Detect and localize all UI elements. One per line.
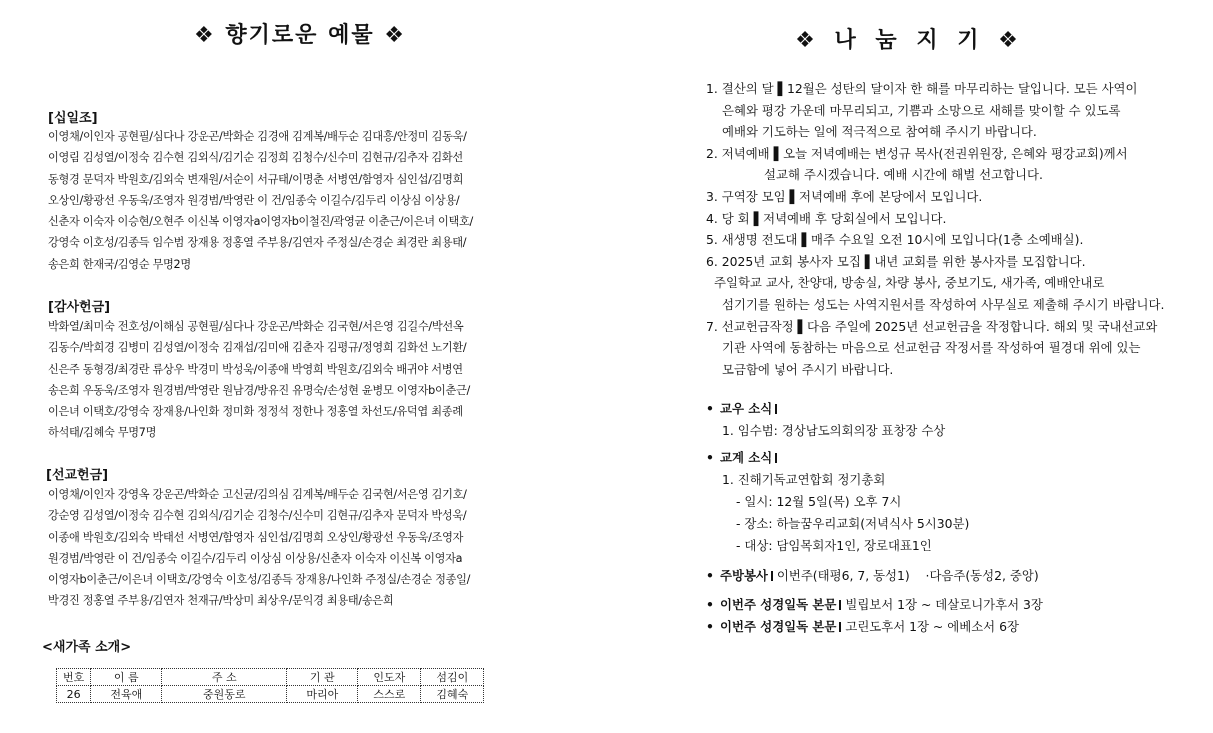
notice-line: 모금함에 넣어 주시기 바랍니다. (722, 361, 894, 377)
member-news (706, 398, 1206, 442)
member-news-item: 1. 임수범: 경상남도의회의장 표창장 수상 (722, 423, 946, 438)
church-news (706, 447, 1206, 557)
notice-line: 5. 새생명 전도대 ▌매주 수요일 오전 10시에 모입니다(1층 소예배실). (706, 232, 1084, 248)
announcements-title: ❖ 나 눔 지 기 ❖ (795, 28, 1024, 53)
reading-text: 고린도후서 1장 ~ 에베소서 6장 (845, 619, 1019, 634)
thanks-names (48, 316, 478, 444)
tithe-heading: [십일조] (48, 111, 98, 126)
kitchen-text: 이번주(태평6, 7, 동성1) ·다음주(동성2, 중앙) (776, 568, 1039, 583)
col-header: 번호 (57, 669, 91, 686)
new-family-heading: <새가족 소개> (42, 640, 132, 655)
table-cell: 26 (57, 686, 91, 703)
tithe-line: 송은희 한재국/김영순 무명2명 (48, 257, 191, 271)
announcements-column (606, 0, 1213, 733)
table-cell: 중원동로 (162, 686, 287, 703)
kitchen-service (706, 565, 1206, 587)
notice-line: 섬기기를 원하는 성도는 사역지원서를 작성하여 사무실로 제출해 주시기 바랍니다. (722, 296, 1165, 312)
notice-line: 1. 결산의 달 ▌12월은 성탄의 달이자 한 해를 마무리하는 달입니다. 모든 사역이 (706, 81, 1138, 96)
bullet-icon: • (706, 619, 714, 634)
bar-icon (775, 453, 777, 463)
notice-line: 3. 구역장 모임 ▌저녁예배 후에 본당에서 모입니다. (706, 188, 983, 204)
notice-line: 6. 2025년 교회 봉사자 모집 ▌내년 교회를 위한 봉사자를 모집합니다. (706, 253, 1086, 269)
mission-line: 원경범/박영란 이 건/임종숙 이길수/김두리 이상심 이상용/신춘자 이숙자 이신복 이영자a (48, 551, 463, 565)
thanks-line: 신은주 동형경/최경란 류상우 박경미 박성욱/이종애 박영희 박원호/김외숙 배귀야 서병연 (48, 362, 463, 376)
reading-heading: 이번주 성경일독 본문 (720, 619, 837, 634)
notice-line: 은혜와 평강 가운데 마무리되고, 기쁨과 소망으로 새해를 맞이할 수 있도록 (722, 102, 1121, 118)
mission-line: 이영채/이인자 강영옥 강운곤/박화순 고신균/김의심 김계복/배두순 김국현/서은영 김기호/ (48, 488, 467, 501)
bullet-icon: • (706, 401, 714, 416)
mission-names (48, 484, 478, 612)
tithe-line: 신춘자 이숙자 이승현/오현주 이신복 이영자a이영자b이철진/곽영균 이춘근/이은녀 이택호/ (48, 215, 474, 229)
bar-icon (839, 622, 841, 632)
notice-line: 기관 사역에 동참하는 마음으로 선교헌금 작정서를 작성하여 필경대 위에 있는 (722, 340, 1141, 356)
thanks-line: 이은녀 이택호/강영숙 장재용/나인화 정미화 정정석 정한나 정홍열 차선도/유덕엽 최종례 (48, 405, 463, 419)
member-news-heading: 교우 소식 (720, 401, 773, 416)
kitchen-heading: 주방봉사 (720, 568, 768, 583)
bar-icon (775, 404, 777, 414)
thanks-heading: [감사헌금] (48, 300, 111, 315)
col-header: 섬김이 (421, 669, 484, 686)
notice-line: 예배와 기도하는 일에 적극적으로 참여해 주시기 바랍니다. (722, 124, 1037, 140)
table-cell: 마리아 (287, 686, 358, 703)
tithe-line: 이영채/이인자 공현필/심다나 강운곤/박화순 김경애 김계복/배두순 김대흥/안정미 김동욱/ (48, 130, 467, 143)
col-header: 주 소 (162, 669, 287, 686)
thanks-line: 송은희 우동욱/조영자 원경범/박영란 원남경/방유진 유명숙/손성현 윤병모 이영자b이춘근/ (48, 383, 470, 397)
col-header: 인도자 (358, 669, 421, 686)
thanks-line: 김동수/박희경 김병미 김성열/이정숙 김재섭/김미애 김춘자 김평규/정영희 김화선 노기환/ (48, 341, 467, 355)
bullet-icon: • (706, 450, 714, 465)
thanks-line: 하석태/김혜숙 무명7명 (48, 426, 157, 440)
notice-line: 4. 당 회 ▌저녁예배 후 당회실에서 모입니다. (706, 210, 947, 226)
notice-line: 설교해 주시겠습니다. 예배 시간에 해벌 선고합니다. (764, 167, 1043, 183)
offerings-column (0, 0, 600, 733)
tithe-line: 이영림 김성열/이정숙 김수현 김외식/김기순 김정희 김청수/신수미 김현규/김추자 김화선 (48, 151, 463, 165)
mission-line: 이종애 박원호/김외숙 박태선 서병연/함영자 심인섭/김명희 오상인/황광선 우동욱/조영자 (48, 530, 464, 544)
notice-line: 2. 저녁예배 ▌오늘 저녁예배는 변성규 목사(전권위원장, 은혜와 평강교회)께서 (706, 145, 1128, 161)
col-header: 기 관 (287, 669, 358, 686)
table-cell: 전육애 (91, 686, 162, 703)
bullet-icon: • (706, 597, 714, 612)
bar-icon (771, 571, 773, 581)
notice-line: 7. 선교헌금작정 ▌다음 주일에 2025년 선교헌금을 작정합니다. 해외 및 국내선교와 (706, 318, 1158, 334)
church-news-item: 1. 진해기독교연합회 정기총회 (722, 472, 886, 487)
church-news-detail: - 대상: 담임목회자1인, 장로대표1인 (736, 538, 932, 553)
bullet-icon: • (706, 568, 714, 583)
new-family-table (56, 668, 484, 703)
table-cell: 스스로 (358, 686, 421, 703)
bar-icon (839, 600, 841, 610)
tithe-names (48, 126, 478, 275)
offerings-title: ❖ 향기로운 예물 ❖ (194, 23, 406, 48)
table-row (57, 686, 484, 703)
reading-heading: 이번주 성경일독 본문 (720, 597, 837, 612)
bible-reading-next (706, 616, 1206, 638)
church-news-heading: 교계 소식 (720, 450, 773, 465)
mission-line: 강순영 김성열/이정숙 김수현 김외식/김기순 김청수/신수미 김현규/김추자 문덕자 박성욱/ (48, 509, 467, 523)
tithe-line: 오상인/황광선 우동욱/조영자 원경범/박영란 이 건/임종숙 이길수/김두리 이상심 이상용/ (48, 193, 460, 207)
tithe-line: 강영숙 이호성/김종득 임수범 장재용 정홍열 주부용/김연자 주정실/손경순 최경란 최용태/ (48, 236, 467, 250)
tithe-line: 동형경 문덕자 박원호/김외숙 변재원/서순이 서규태/이명춘 서병연/함영자 심인섭/김명희 (48, 172, 464, 186)
thanks-line: 박화열/최미숙 전호성/이해심 공현필/심다나 강운곤/박화순 김국현/서은영 김길수/박선옥 (48, 320, 464, 333)
notice-list (706, 78, 1213, 380)
reading-text: 빌립보서 1장 ~ 데살로니가후서 3장 (845, 597, 1043, 612)
church-news-detail: - 일시: 12월 5일(목) 오후 7시 (736, 494, 902, 509)
church-news-detail: - 장소: 하늘꿈우리교회(저녁식사 5시30분) (736, 516, 970, 531)
mission-heading: [선교헌금] (46, 468, 109, 483)
notice-line: 주일학교 교사, 찬양대, 방송실, 차량 봉사, 중보기도, 새가족, 예배안내로 (714, 275, 1105, 291)
mission-line: 이영자b이춘근/이은녀 이택호/강영숙 이호성/김종득 장재용/나인화 주정실/손경순 정종일/ (48, 573, 471, 587)
table-header-row (57, 669, 484, 686)
col-header: 이 름 (91, 669, 162, 686)
table-cell: 김혜숙 (421, 686, 484, 703)
bible-reading-this-week (706, 594, 1206, 616)
mission-line: 박경진 정홍열 주부용/김연자 천재규/박상미 최상우/문익경 최용태/송은희 (48, 594, 394, 608)
